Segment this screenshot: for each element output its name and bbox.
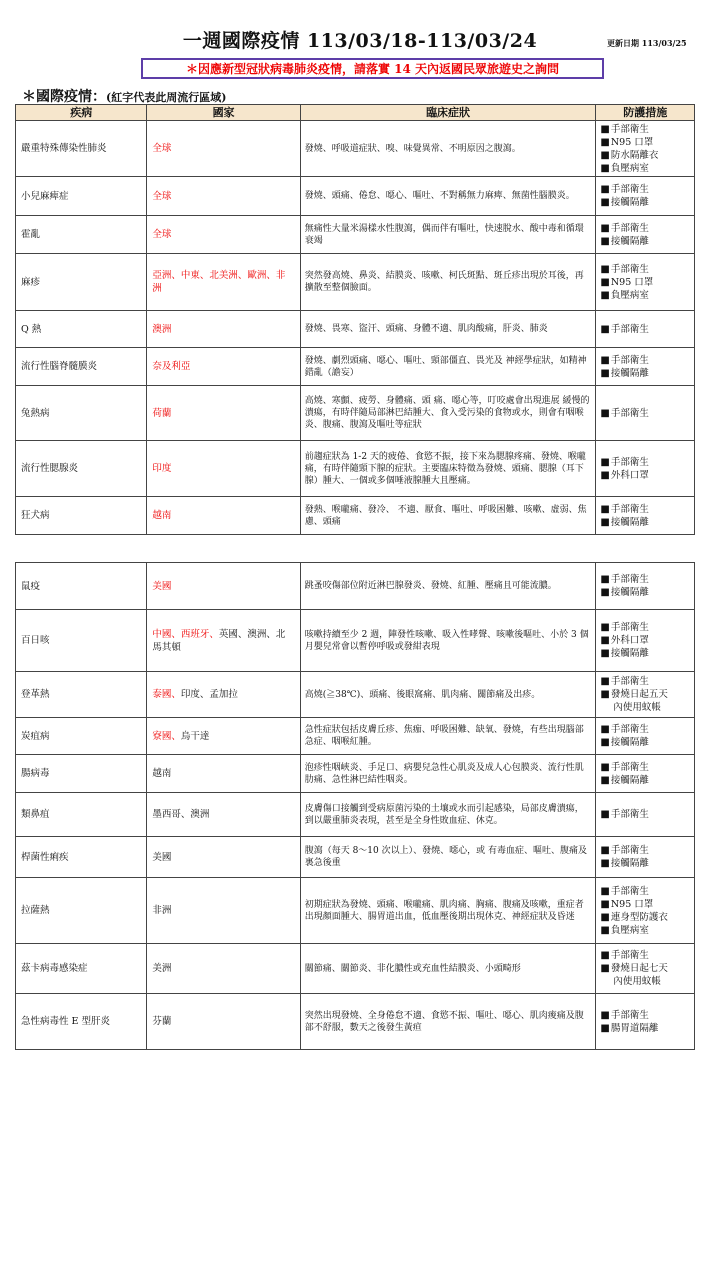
- country-text: 全球: [152, 143, 172, 154]
- protection-item: ■ 發燒日起五天: [600, 688, 690, 701]
- disease-cell: 麻疹: [16, 254, 147, 311]
- table-row: [16, 994, 695, 1050]
- country-cell: [147, 837, 300, 878]
- country-cell: [147, 878, 300, 944]
- disease-cell: 小兒麻痺症: [16, 177, 147, 216]
- country-cell: [147, 672, 300, 718]
- country-cell: [147, 718, 300, 755]
- table-row: [16, 441, 695, 497]
- symptoms-cell: 無痛性大量米湯樣水性腹瀉，偶而伴有嘔吐，快速脫水、酸中毒和循環衰竭: [300, 216, 596, 254]
- country-cell: [147, 311, 300, 348]
- country-text: 中國、西班牙、: [152, 628, 219, 640]
- protection-item: ■ 手部衛生: [600, 844, 690, 857]
- disease-cell: 鼠疫: [16, 563, 147, 610]
- protection-cell: [596, 563, 695, 610]
- disease-cell: 炭疽病: [16, 718, 147, 755]
- protection-item: ■ 接觸隔離: [600, 235, 690, 248]
- country-cell: [147, 441, 300, 497]
- protection-cell: [596, 177, 695, 216]
- protection-item: ■ 手部衛生: [600, 263, 690, 276]
- disease-cell: 兔熱病: [16, 386, 147, 441]
- protection-item: ■ 手部衛生: [600, 456, 690, 469]
- protection-cell: [596, 216, 695, 254]
- section-title-text: ＊國際疫情：: [22, 89, 106, 105]
- protection-item: ■ 接觸隔離: [600, 367, 690, 380]
- country-cell: [147, 254, 300, 311]
- protection-cell: [596, 497, 695, 535]
- protection-item: ■ 手部衛生: [600, 885, 690, 898]
- table-row: [16, 254, 695, 311]
- disease-cell: 類鼻疽: [16, 793, 147, 837]
- table-row: [16, 216, 695, 254]
- country-text: 澳洲: [152, 323, 172, 335]
- protection-item: ■ 手部衛生: [600, 183, 690, 196]
- table-row: [16, 386, 695, 441]
- protection-item: ■ 接觸隔離: [600, 647, 690, 660]
- update-date: 更新日期 113/03/25: [607, 38, 687, 48]
- page-title: 一週國際疫情 113/03/18-113/03/24: [182, 30, 538, 52]
- symptoms-cell: 泡疹性咽峽炎、手足口、病嬰兒急性心肌炎及成人心包膜炎、流行性肌肋痛、急性淋巴結性咽炎。: [300, 755, 596, 793]
- protection-cell: [596, 348, 695, 386]
- table-row: [16, 837, 695, 878]
- protection-item: ■ 外科口罩: [600, 469, 690, 482]
- country-text: 泰國、: [152, 689, 181, 700]
- protection-cell: [596, 878, 695, 944]
- table-b-body: [16, 563, 695, 1050]
- table-row: [16, 348, 695, 386]
- protection-item: ■ 手部衛生: [600, 503, 690, 516]
- country-text: 非洲: [152, 905, 172, 916]
- protection-item: ■ 接觸隔離: [600, 857, 690, 870]
- table-header-row: [16, 105, 695, 121]
- country-cell: [147, 497, 300, 535]
- symptoms-cell: 高燒、寒顫、疲勞、身體痛、頭 痛、噁心等，叮咬處會出現進展 緩慢的潰瘍，有時伴隨局部淋巴結腫大、食入受污染的食物或水，則會有咽喉炎、腹痛、腹瀉及嘔吐等症狀: [300, 386, 596, 441]
- epidemic-table-a: [15, 104, 695, 535]
- table-row: [16, 177, 695, 216]
- symptoms-cell: 前趨症狀為 1-2 天的疲倦、食慾不振，接下來為腮腺疼痛、發燒、喉嚨痛，有時伴隨頸下腺的症狀。主要臨床特徵為發燒、頭痛、腮腺（耳下腺）腫大、一個或多個唾液腺腫大且壓痛。: [300, 441, 596, 497]
- country-text: 美國: [152, 851, 172, 863]
- protection-item: ■ 外科口罩: [600, 634, 690, 647]
- protection-item: ■ 手部衛生: [600, 949, 690, 962]
- symptoms-cell: 發燒、劇烈頭痛、噁心、嘔吐、頸部僵直、畏光及 神經學症狀，如精神錯亂（譫妄）: [300, 348, 596, 386]
- country-text: 越南: [152, 510, 172, 521]
- country-text: 墨西哥、澳洲: [152, 809, 210, 820]
- notice-banner: ＊因應新型冠狀病毒肺炎疫情，請落實 14 天內返國民眾旅遊史之詢問: [141, 58, 604, 79]
- disease-cell: 登革熱: [16, 672, 147, 718]
- protection-cell: [596, 254, 695, 311]
- protection-item: ■ 接觸隔離: [600, 736, 690, 749]
- disease-cell: 嚴重特殊傳染性肺炎: [16, 121, 147, 177]
- country-cell: [147, 755, 300, 793]
- header-symptoms: 臨床症狀: [300, 105, 596, 121]
- country-text: 美國: [152, 580, 172, 592]
- country-text: 越南: [152, 768, 172, 779]
- country-text: 亞洲、中東、北美洲、歐洲、非洲: [152, 270, 286, 294]
- table-row: [16, 497, 695, 535]
- protection-item: ■ 手部衛生: [600, 723, 690, 736]
- disease-cell: 狂犬病: [16, 497, 147, 535]
- table-row: [16, 718, 695, 755]
- country-cell: [147, 386, 300, 441]
- country-cell: [147, 944, 300, 994]
- protection-cell: [596, 793, 695, 837]
- table-row: [16, 793, 695, 837]
- protection-item: ■ 負壓病室: [600, 289, 690, 302]
- table-row: [16, 672, 695, 718]
- country-text: 印度: [152, 463, 172, 474]
- country-text: 寮國、: [152, 730, 181, 742]
- disease-cell: 拉薩熱: [16, 878, 147, 944]
- protection-cell: [596, 944, 695, 994]
- symptoms-cell: 高燒(≧38℃)、頭痛、後眼窩痛、肌肉痛、關節痛及出疹。: [300, 672, 596, 718]
- protection-cell: [596, 672, 695, 718]
- protection-cell: [596, 311, 695, 348]
- symptoms-cell: 皮膚傷口接觸到受病原菌污染的土壤或水而引起感染，局部皮膚潰瘍，到以嚴重肺炎表現，甚至是全身性敗血症、休克。: [300, 793, 596, 837]
- disease-cell: 百日咳: [16, 610, 147, 672]
- protection-cell: [596, 610, 695, 672]
- protection-cell: [596, 441, 695, 497]
- protection-item: ■ 負壓病室: [600, 924, 690, 937]
- protection-item: ■ 接觸隔離: [600, 516, 690, 529]
- disease-cell: 急性病毒性 E 型肝炎: [16, 994, 147, 1050]
- disease-cell: Q 熱: [16, 311, 147, 348]
- header-disease: 疾病: [16, 105, 147, 121]
- header-country: 國家: [147, 105, 300, 121]
- protection-item: ■ 手部衛生: [600, 323, 690, 336]
- country-text: 全球: [152, 190, 172, 202]
- country-text: 荷蘭: [152, 407, 172, 419]
- table-row: [16, 610, 695, 672]
- section-title: [22, 86, 226, 106]
- protection-item: ■ 腸胃道隔離: [600, 1022, 690, 1035]
- protection-cell: [596, 121, 695, 177]
- protection-cell: [596, 718, 695, 755]
- country-cell: [147, 563, 300, 610]
- protection-item: ■ 手部衛生: [600, 621, 690, 634]
- country-text: 美洲: [152, 963, 172, 974]
- country-text: 印度、孟加拉: [180, 689, 238, 700]
- symptoms-cell: 發燒、呼吸道症狀、嗅、味覺異常、不明原因之腹瀉。: [300, 121, 596, 177]
- symptoms-cell: 初期症狀為發燒、頭痛、喉嚨痛、肌肉痛、胸痛、腹痛及咳嗽，重症者出現顏面腫大、腸胃道出血，低血壓後期出現休克、神經症狀及昏迷: [300, 878, 596, 944]
- protection-item: ■ 手部衛生: [600, 675, 690, 688]
- table-row: [16, 121, 695, 177]
- symptoms-cell: 突然出現發燒、全身倦怠不適、食慾不振、嘔吐、噁心、肌肉痠痛及腹部不舒服，數天之後發生黃疸: [300, 994, 596, 1050]
- table-row: [16, 755, 695, 793]
- symptoms-cell: 腹瀉（每天 8～10 次以上）、發燒、噁心，或 有毒血症、嘔吐、腹痛及裏急後重: [300, 837, 596, 878]
- country-cell: [147, 348, 300, 386]
- protection-item: ■ 手部衛生: [600, 761, 690, 774]
- table-row: [16, 563, 695, 610]
- disease-cell: 流行性腦脊髓膜炎: [16, 348, 147, 386]
- country-cell: [147, 121, 300, 177]
- country-text: 奈及利亞: [152, 361, 191, 372]
- protection-item: ■ 發燒日起七天: [600, 962, 690, 975]
- protection-item: ■ 手部衛生: [600, 222, 690, 235]
- protection-cell: [596, 994, 695, 1050]
- protection-cell: [596, 837, 695, 878]
- protection-item: ■ 手部衛生: [600, 407, 690, 420]
- protection-item: ■ 負壓病室: [600, 162, 690, 175]
- protection-item: ■ 手部衛生: [600, 1009, 690, 1022]
- protection-item: ■ N95 口罩: [600, 898, 690, 911]
- disease-cell: 腸病毒: [16, 755, 147, 793]
- symptoms-cell: 發燒、頭痛、倦怠、噁心、嘔吐、不對稱無力麻痺、無菌性腦膜炎。: [300, 177, 596, 216]
- protection-item: ■ 接觸隔離: [600, 774, 690, 787]
- protection-item: 內使用蚊帳: [613, 702, 661, 713]
- protection-item: ■ 手部衛生: [600, 123, 690, 136]
- disease-cell: 茲卡病毒感染症: [16, 944, 147, 994]
- disease-cell: 桿菌性痢疾: [16, 837, 147, 878]
- symptoms-cell: 發燒、畏寒、盜汗、頭痛、身體不適、肌肉酸痛，肝炎、肺炎: [300, 311, 596, 348]
- table-row: [16, 878, 695, 944]
- symptoms-cell: 突然發高燒、鼻炎、結膜炎、咳嗽、柯氏斑點、斑丘疹出現於耳後，再擴散至整個臉面。: [300, 254, 596, 311]
- epidemic-table-b: [15, 562, 695, 1050]
- symptoms-cell: 咳嗽持續至少 2 週，陣發性咳嗽、吸入性哮聲、咳嗽後嘔吐、小於 3 個月嬰兒常會以暫停呼吸或發紺表現: [300, 610, 596, 672]
- protection-item: ■ 連身型防護衣: [600, 911, 690, 924]
- table-a-body: [16, 121, 695, 535]
- country-text: 芬蘭: [152, 1016, 172, 1027]
- protection-cell: [596, 755, 695, 793]
- protection-item: ■ 接觸隔離: [600, 196, 690, 209]
- symptoms-cell: 發熱、喉嚨痛、發冷、 不適、厭食、嘔吐、呼吸困難、咳嗽、虛弱、焦慮、頭痛: [300, 497, 596, 535]
- protection-item: ■ 手部衛生: [600, 573, 690, 586]
- protection-cell: [596, 386, 695, 441]
- section-note: (紅字代表此周流行區域): [106, 91, 227, 104]
- protection-item: ■ 防水隔離衣: [600, 149, 690, 162]
- country-text: 全球: [152, 229, 172, 240]
- symptoms-cell: 急性症狀包括皮膚丘疹、焦痂、呼吸困難、缺氧、發燒，有些出現腦部急症、咽喉紅腫。: [300, 718, 596, 755]
- table-row: [16, 311, 695, 348]
- protection-item: ■ 接觸隔離: [600, 586, 690, 599]
- protection-item: ■ N95 口罩: [600, 276, 690, 289]
- country-cell: [147, 177, 300, 216]
- protection-item: 內使用蚊帳: [613, 976, 661, 987]
- protection-item: ■ N95 口罩: [600, 136, 690, 149]
- country-cell: [147, 994, 300, 1050]
- country-text: 英國、澳洲、北馬其頓: [152, 628, 286, 653]
- symptoms-cell: 關節痛、關節炎、非化膿性或充血性結膜炎、小頭畸形: [300, 944, 596, 994]
- country-cell: [147, 610, 300, 672]
- symptoms-cell: 跳蚤咬傷部位附近淋巴腺發炎、發燒、紅腫、壓痛且可能流膿。: [300, 563, 596, 610]
- protection-item: ■ 手部衛生: [600, 354, 690, 367]
- country-cell: [147, 216, 300, 254]
- table-row: [16, 944, 695, 994]
- protection-item: ■ 手部衛生: [600, 808, 690, 821]
- header-protection: 防護措施: [596, 105, 695, 121]
- country-text: 烏干達: [180, 730, 210, 742]
- country-cell: [147, 793, 300, 837]
- disease-cell: 霍亂: [16, 216, 147, 254]
- disease-cell: 流行性腮腺炎: [16, 441, 147, 497]
